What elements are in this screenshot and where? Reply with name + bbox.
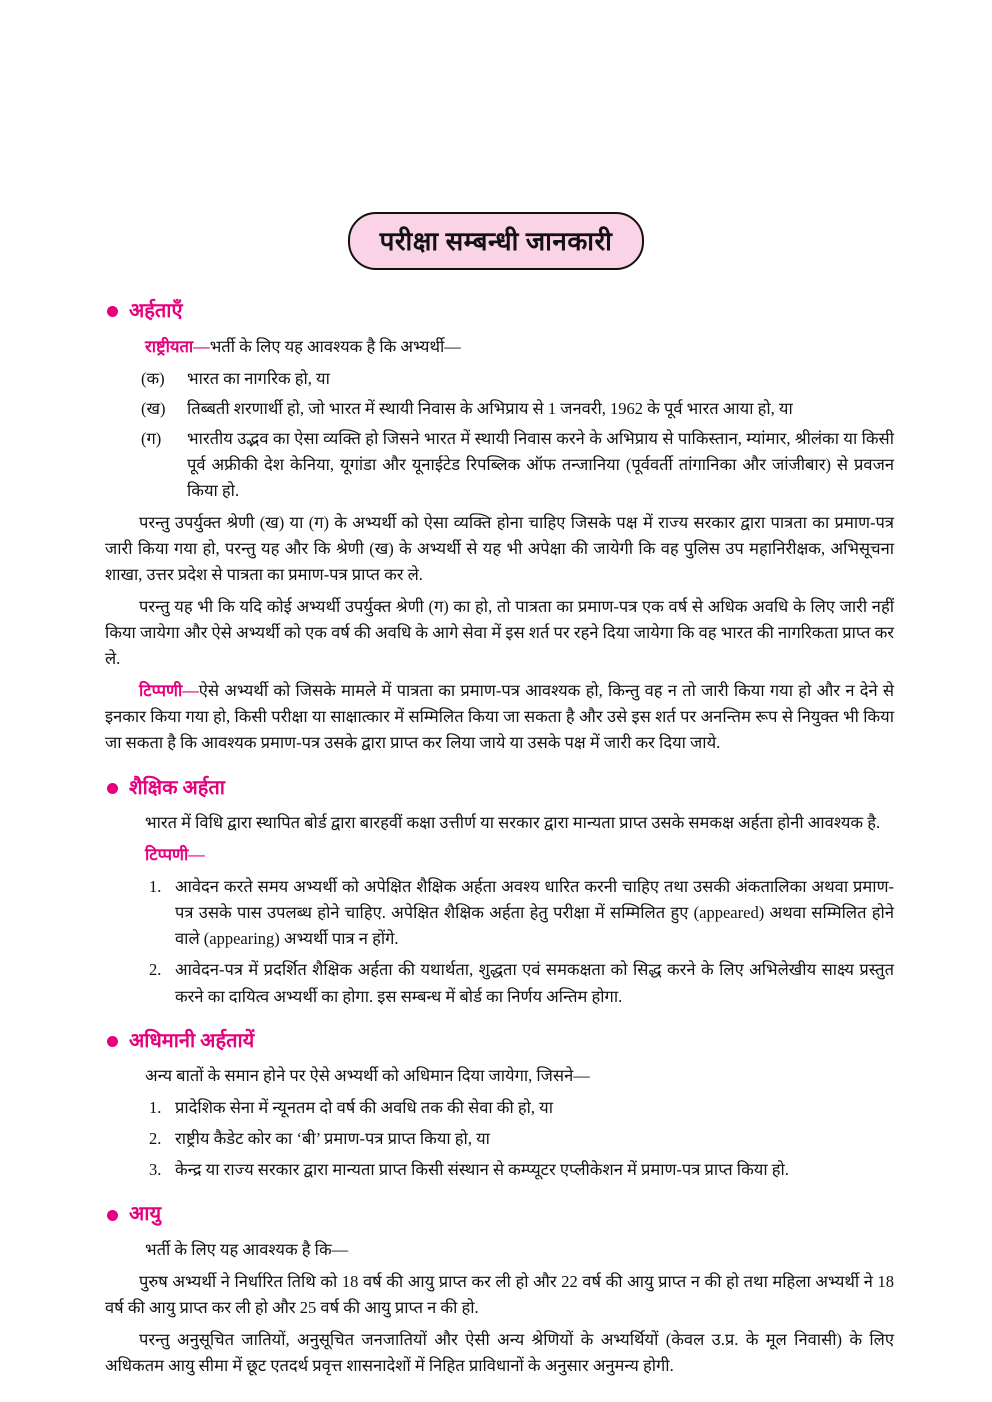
list-item-text: भारतीय उद्भव का ऐसा व्यक्ति हो जिसने भारत में स्थायी निवास करने के अभिप्राय से पाकिस्तान, म्यांमार, श्रीलंका या किसी पूर्व अफ्रीकी देश केनिया, यूगांडा और यूनाईटेड रिपब्लिक ऑफ तन्जानिया (पूर्ववर्ती तांगानिका और जांजीबार) से प्रवजन किया हो.	[187, 428, 894, 500]
age-intro: भर्ती के लिए यह आवश्यक है कि—	[145, 1240, 349, 1259]
note-text: ऐसे अभ्यर्थी को जिसके मामले में पात्रता का प्रमाण-पत्र आवश्यक हो, किन्तु वह न तो जारी किया गया हो और न देने से इनकार किया गया हो, किसी परीक्षा या साक्षात्कार में सम्मिलित किया जा सकता है और उसे इस शर्त पर अनन्तिम रूप से नियुक्त भी किया जा सकता है कि आवश्यक प्रमाण-पत्र उसके द्वारा प्राप्त कर लिया जाये या उसके पक्ष में जारी कर दिया जाये.	[105, 681, 894, 753]
item-text: राष्ट्रीय कैडेट कोर का ‘बी’ प्रमाण-पत्र प्राप्त किया हो, या	[175, 1129, 490, 1149]
item-number: 1.	[149, 1098, 162, 1118]
educational-note-list	[149, 874, 894, 1009]
list-item	[141, 366, 894, 392]
list-item-label: (ग)	[141, 428, 162, 448]
educational-note-label	[145, 842, 894, 868]
section-heading-educational	[107, 773, 894, 805]
section-heading-qualifications	[107, 296, 894, 328]
nationality-text: भर्ती के लिए यह आवश्यक है कि अभ्यर्थी—	[209, 336, 461, 356]
bullet-icon	[107, 783, 118, 794]
list-item	[141, 396, 894, 422]
paragraph: पुरुष अभ्यर्थी ने निर्धारित तिथि को 18 वर्ष की आयु प्राप्त कर ली हो और 22 वर्ष की आयु प्राप्त न की हो तथा महिला अभ्यर्थी ने 18 वर्ष की आयु प्राप्त कर ली हो और 25 वर्ष की आयु प्राप्त न की हो.	[105, 1272, 894, 1318]
section-heading-label: अर्हताएँ	[129, 300, 183, 322]
list-item	[141, 426, 894, 504]
nationality-line	[145, 334, 894, 360]
paragraph: परन्तु उपर्युक्त श्रेणी (ख) या (ग) के अभ्यर्थी को ऐसा व्यक्ति होना चाहिए जिसके पक्ष में राज्य सरकार द्वारा पात्रता का प्रमाण-पत्र जारी किया गया हो, परन्तु यह और कि श्रेणी (ख) के अभ्यर्थी से यह भी अपेक्षा की जायेगी कि वह पुलिस उप महानिरीक्षक, अभिसूचना शाखा, उत्तर प्रदेश से पात्रता का प्रमाण-पत्र प्राप्त कर ले.	[105, 512, 894, 585]
list-item-text: तिब्बती शरणार्थी हो, जो भारत में स्थायी निवास के अभिप्राय से 1 जनवरी, 1962 के पूर्व भारत आया हो, या	[187, 398, 793, 418]
item-text: आवेदन करते समय अभ्यर्थी को अपेक्षित शैक्षिक अर्हता अवश्य धारित करनी चाहिए तथा उसकी अंकतालिका अथवा प्रमाण-पत्र उसके पास उपलब्ध होने चाहिए. अपेक्षित शैक्षिक अर्हता हेतु परीक्षा में सम्मिलित हुए (appeared) अथवा सम्मिलित होने वाले (appearing) अभ्यर्थी पात्र न होंगे.	[175, 877, 894, 949]
educational-intro: भारत में विधि द्वारा स्थापित बोर्ड द्वारा बारहवीं कक्षा उत्तीर्ण या सरकार द्वारा मान्यता प्राप्त उसके समकक्ष अर्हता होनी आवश्यक है.	[145, 813, 881, 833]
list-item-label: (ख)	[141, 398, 166, 418]
preferential-intro: अन्य बातों के समान होने पर ऐसे अभ्यर्थी को अधिमान दिया जायेगा, जिसने—	[145, 1066, 590, 1086]
item-number: 2.	[149, 1129, 162, 1149]
numbered-item	[149, 1157, 894, 1183]
numbered-item	[149, 957, 894, 1009]
page-title-text: परीक्षा सम्बन्धी जानकारी	[379, 227, 613, 256]
page-title	[348, 212, 645, 270]
item-text: केन्द्र या राज्य सरकार द्वारा मान्यता प्राप्त किसी संस्थान से कम्प्यूटर एप्लीकेशन में प्रमाण-पत्र प्राप्त किया हो.	[175, 1160, 789, 1180]
item-text: प्रादेशिक सेना में न्यूनतम दो वर्ष की अवधि तक की सेवा की हो, या	[175, 1098, 553, 1118]
section-heading-age	[107, 1199, 894, 1231]
citizenship-list	[141, 366, 894, 504]
section-heading-label: शैक्षिक अर्हता	[129, 776, 225, 799]
note-label: टिप्पणी—	[145, 845, 205, 865]
item-number: 2.	[149, 960, 162, 980]
preferential-list	[149, 1095, 894, 1183]
list-item-label: (क)	[141, 368, 165, 388]
section-heading-label: अधिमानी अर्हतायें	[129, 1029, 255, 1052]
nationality-label: राष्ट्रीयता—	[145, 336, 210, 356]
numbered-item	[149, 1126, 894, 1152]
item-text: आवेदन-पत्र में प्रदर्शित शैक्षिक अर्हता की यथार्थता, शुद्धता एवं समकक्षता को सिद्ध करने के लिए अभिलेखीय साक्ष्य प्रस्तुत करने का दायित्व अभ्यर्थी का होगा. इस सम्बन्ध में बोर्ड का निर्णय अन्तिम होगा.	[175, 960, 894, 1006]
item-number: 1.	[149, 877, 162, 897]
section-heading-preferential	[107, 1026, 894, 1058]
numbered-item	[149, 1095, 894, 1121]
bullet-icon	[107, 306, 118, 317]
document-content	[105, 296, 894, 1379]
paragraph: परन्तु अनुसूचित जातियों, अनुसूचित जनजातियों और ऐसी अन्य श्रेणियों के अभ्यर्थियों (केवल उ.प्र. के मूल निवासी) के लिए अधिकतम आयु सीमा में छूट एतदर्थ प्रवृत्त शासनादेशों में निहित प्राविधानों के अनुसार अनुमन्य होगी.	[105, 1330, 894, 1376]
numbered-item	[149, 874, 894, 952]
title-area	[0, 0, 992, 270]
note-paragraph	[105, 678, 894, 756]
paragraph: परन्तु यह भी कि यदि कोई अभ्यर्थी उपर्युक्त श्रेणी (ग) का हो, तो पात्रता का प्रमाण-पत्र एक वर्ष से अधिक अवधि के लिए जारी नहीं किया जायेगा और ऐसे अभ्यर्थी को एक वर्ष की अवधि के आगे सेवा में इस शर्त पर रहने दिया जायेगा कि वह भारत की नागरिकता प्राप्त कर ले.	[105, 597, 894, 669]
section-heading-label: आयु	[129, 1203, 162, 1226]
list-item-text: भारत का नागरिक हो, या	[187, 368, 330, 388]
note-label: टिप्पणी—	[139, 681, 199, 701]
item-number: 3.	[149, 1160, 162, 1180]
bullet-icon	[107, 1036, 118, 1047]
bullet-icon	[107, 1210, 118, 1221]
